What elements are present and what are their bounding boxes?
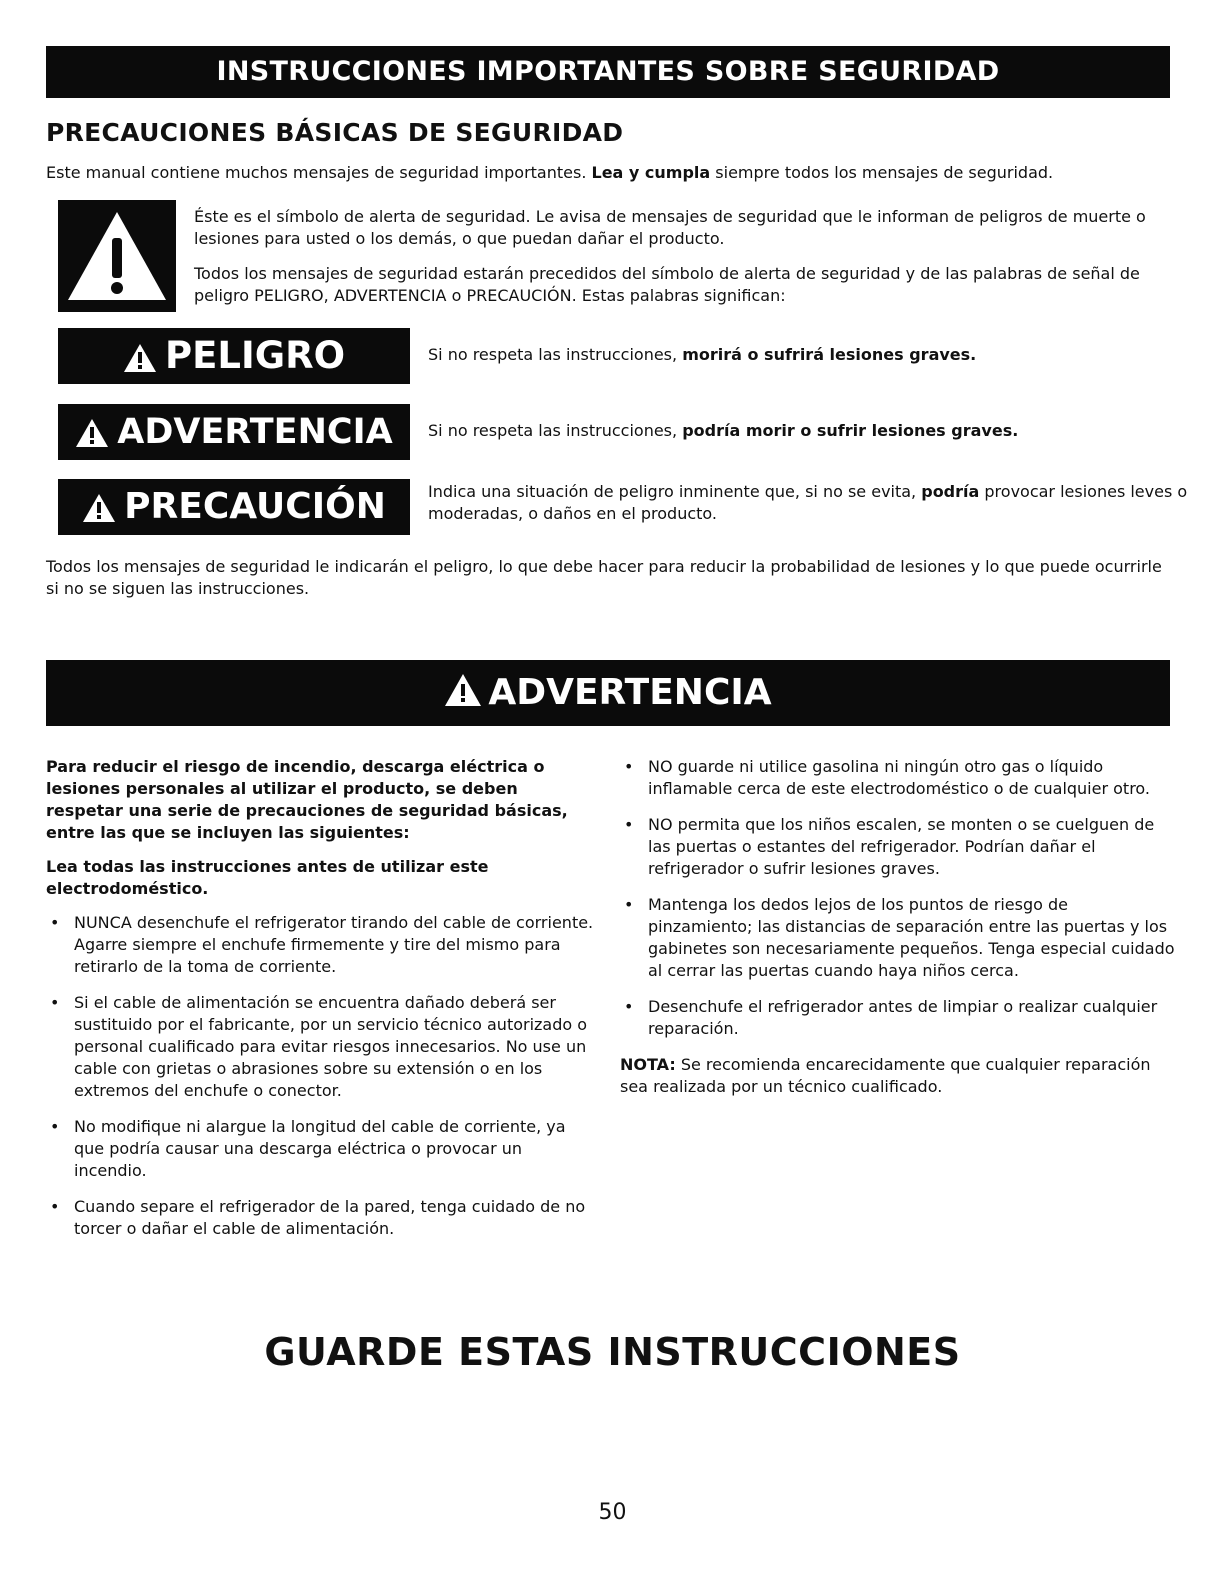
caution-label: PRECAUCIÓN	[58, 479, 410, 535]
section-title: PRECAUCIONES BÁSICAS DE SEGURIDAD	[46, 118, 624, 147]
alert-symbol-text: Éste es el símbolo de alerta de seguridad. Le avisa de mensajes de seguridad que le informan de peligros de muerte o lesiones para usted o los demás, o que puedan dañar el producto.	[194, 207, 1146, 248]
list-item: • Mantenga los dedos lejos de los puntos de riesgo de pinzamiento; las distancias de separación entre las puertas y los gabinetes son necesariamente pequeños. Tenga especial cuidado al cerrar las puertas cuando haya niños cerca.	[620, 894, 1175, 982]
warning-right-column	[620, 756, 1175, 1098]
read-all-instructions: Lea todas las instrucciones antes de utilizar este electrodoméstico.	[46, 857, 489, 898]
list-item: • Si el cable de alimentación se encuentra dañado deberá ser sustituido por el fabricante, por un servicio técnico autorizado o personal cualificado para evitar riesgos innecesarios. No use un cable con grietas o abrasiones sobre su extensión o en los extremos del enchufe o conector.	[46, 992, 594, 1102]
safety-alert-icon	[58, 200, 176, 312]
warning-text: Si no respeta las instrucciones, podría morir o sufrir lesiones graves.	[428, 421, 1019, 440]
all-messages-paragraph: Todos los mensajes de seguridad le indicarán el peligro, lo que debe hacer para reducir la probabilidad de lesiones y lo que puede ocurrirle si no se siguen las instrucciones.	[46, 557, 1162, 598]
header-title: INSTRUCCIONES IMPORTANTES SOBRE SEGURIDAD	[216, 56, 1000, 87]
warning-banner	[46, 660, 1170, 726]
list-item: • Cuando separe el refrigerador de la pared, tenga cuidado de no torcer o dañar el cable de alimentación.	[46, 1196, 594, 1240]
danger-label: PELIGRO	[58, 328, 410, 384]
warning-triangle-icon	[444, 673, 482, 707]
list-item: • NO permita que los niños escalen, se monten o se cuelguen de las puertas o estantes del refrigerador. Podrían dañar el refrigerador o sufrir lesiones graves.	[620, 814, 1175, 880]
save-instructions-title: GUARDE ESTAS INSTRUCCIONES	[264, 1330, 961, 1374]
warning-label: ADVERTENCIA	[58, 404, 410, 460]
caution-text: Indica una situación de peligro inminente que, si no se evita, podría provocar lesiones leves o moderadas, o daños en el producto.	[428, 482, 1188, 523]
page-number: 50	[598, 1500, 627, 1525]
warning-lead: Para reducir el riesgo de incendio, descarga eléctrica o lesiones personales al utilizar el producto, se deben respetar una serie de precauciones de seguridad básicas, entre las que se incluyen las siguientes:	[46, 757, 568, 842]
list-item: • NO guarde ni utilice gasolina ni ningún otro gas o líquido inflamable cerca de este electrodoméstico o de cualquier otro.	[620, 756, 1175, 800]
warning-triangle-icon	[123, 343, 157, 373]
list-item: • No modifique ni alargue la longitud del cable de corriente, ya que podría causar una descarga eléctrica o provocar un incendio.	[46, 1116, 594, 1182]
list-item: • NUNCA desenchufe el refrigerator tirando del cable de corriente. Agarre siempre el enchufe firmemente y tire del mismo para retirarlo de la toma de corriente.	[46, 912, 594, 978]
note-paragraph: NOTA: Se recomienda encarecidamente que cualquier reparación sea realizada por un técnico cualificado.	[620, 1055, 1151, 1096]
intro-paragraph: Este manual contiene muchos mensajes de seguridad importantes. Lea y cumpla siempre todos los mensajes de seguridad.	[46, 163, 1054, 182]
warning-triangle-icon	[82, 493, 116, 523]
warning-triangle-icon	[75, 418, 109, 448]
header-banner	[46, 46, 1170, 98]
signal-words-text: Todos los mensajes de seguridad estarán precedidos del símbolo de alerta de seguridad y de las palabras de señal de peligro PELIGRO, ADVERTENCIA o PRECAUCIÓN. Estas palabras significan:	[194, 264, 1140, 305]
list-item: • Desenchufe el refrigerador antes de limpiar o realizar cualquier reparación.	[620, 996, 1175, 1040]
danger-text: Si no respeta las instrucciones, morirá o sufrirá lesiones graves.	[428, 345, 977, 364]
warning-banner-title: ADVERTENCIA	[488, 672, 772, 713]
warning-left-column	[46, 756, 594, 1254]
